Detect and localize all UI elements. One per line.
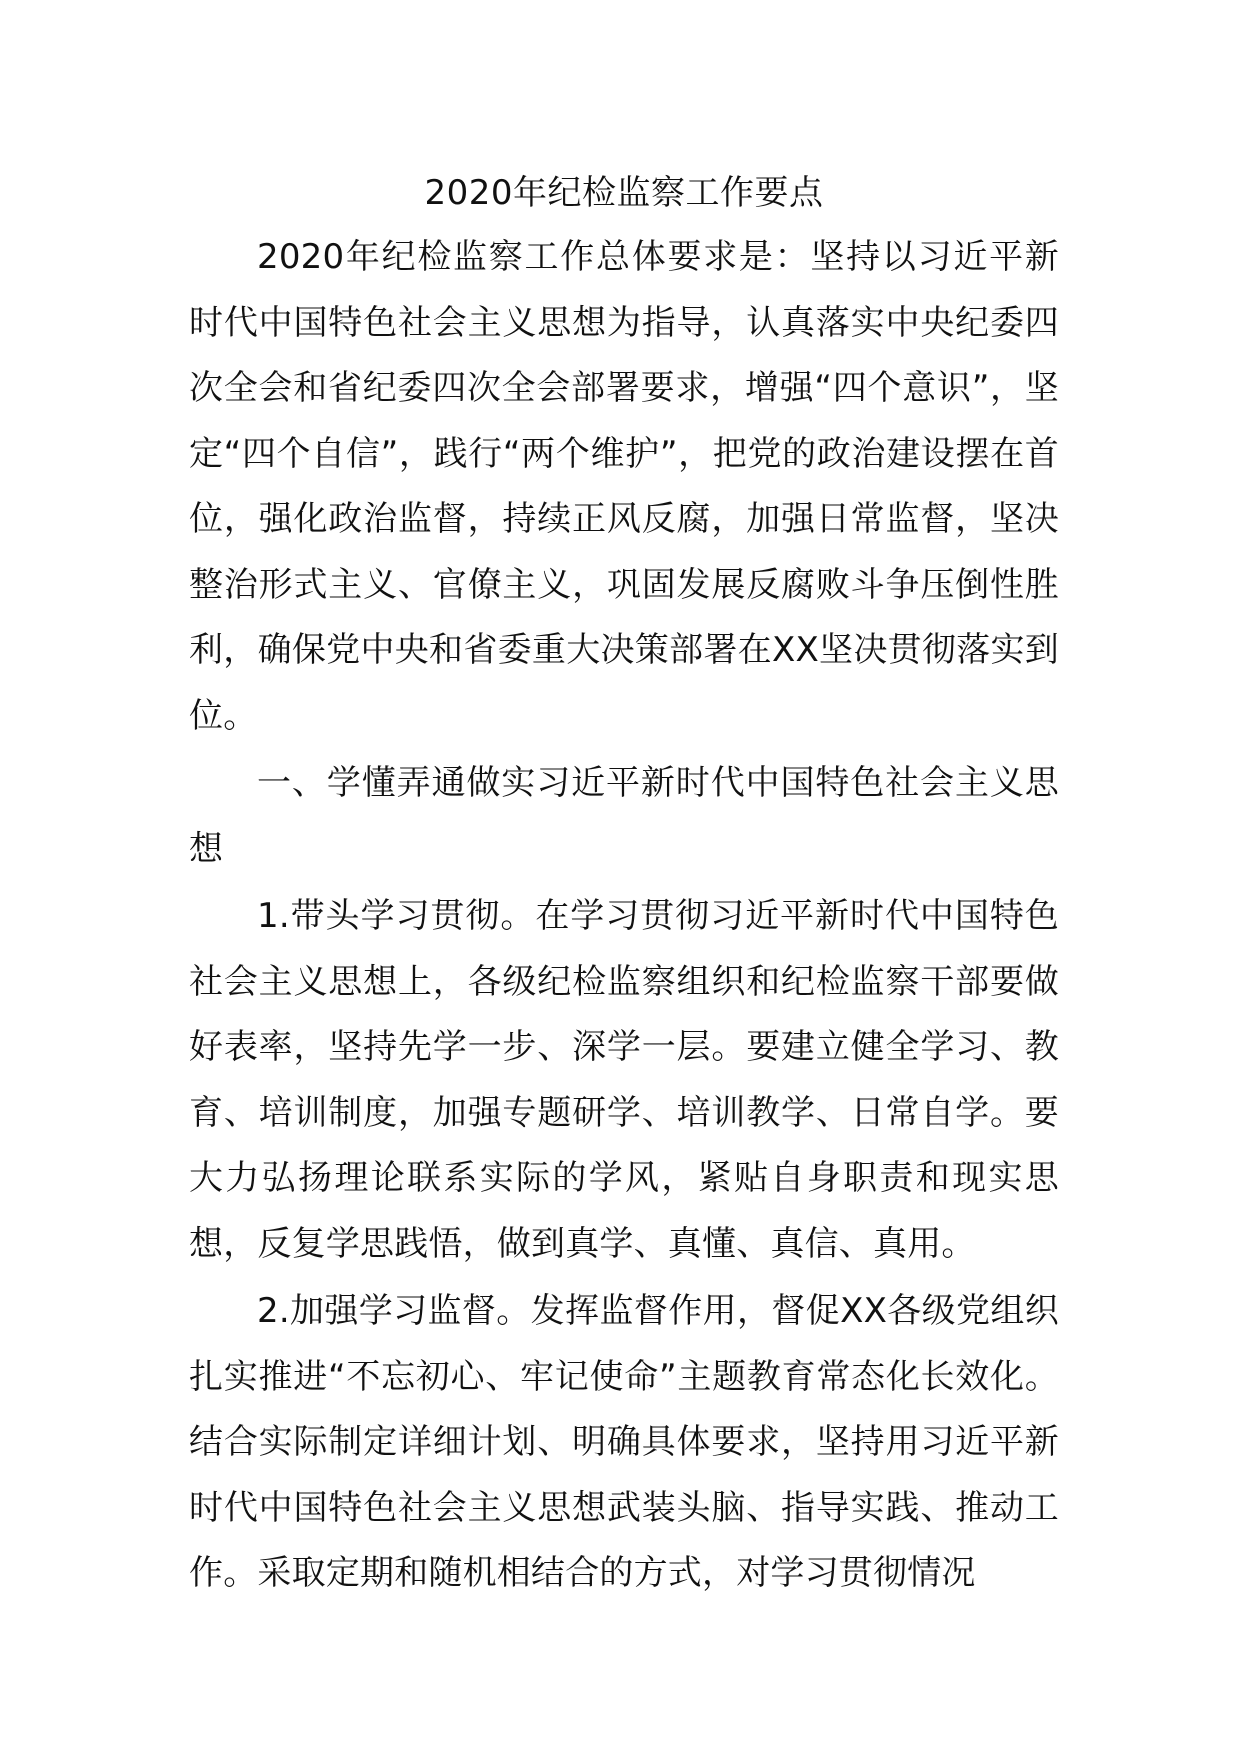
section-heading-1: 一、学懂弄通做实习近平新时代中国特色社会主义思想 (189, 763, 1059, 869)
document-body (189, 165, 1059, 1607)
paragraph-item-2: 2.加强学习监督。发挥监督作用，督促XX各级党组织扎实推进“不忘初心、牢记使命”主题教育常态化长效化。结合实际制定详细计划、明确具体要求，坚持用习近平新时代中国特色社会主义思想武装头脑、指导实践、推动工作。采取定期和随机相结合的方式，对学习贯彻情况 (189, 1291, 1059, 1593)
paragraph-general-requirements: 2020年纪检监察工作总体要求是：坚持以习近平新时代中国特色社会主义思想为指导，认真落实中央纪委四次全会和省纪委四次全会部署要求，增强“四个意识”，坚定“四个自信”，践行“两个维护”，把党的政治建设摆在首位，强化政治监督，持续正风反腐，加强日常监督，坚决整治形式主义、官僚主义，巩固发展反腐败斗争压倒性胜利，确保党中央和省委重大决策部署在XX坚决贯彻落实到位。 (189, 237, 1059, 736)
document-title: 2020年纪检监察工作要点 (424, 173, 824, 213)
paragraph-item-1: 1.带头学习贯彻。在学习贯彻习近平新时代中国特色社会主义思想上，各级纪检监察组织和纪检监察干部要做好表率，坚持先学一步、深学一层。要建立健全学习、教育、培训制度，加强专题研学、培训教学、日常自学。要大力弘扬理论联系实际的学风，紧贴自身职责和现实思想，反复学思践悟，做到真学、真懂、真信、真用。 (189, 896, 1059, 1264)
